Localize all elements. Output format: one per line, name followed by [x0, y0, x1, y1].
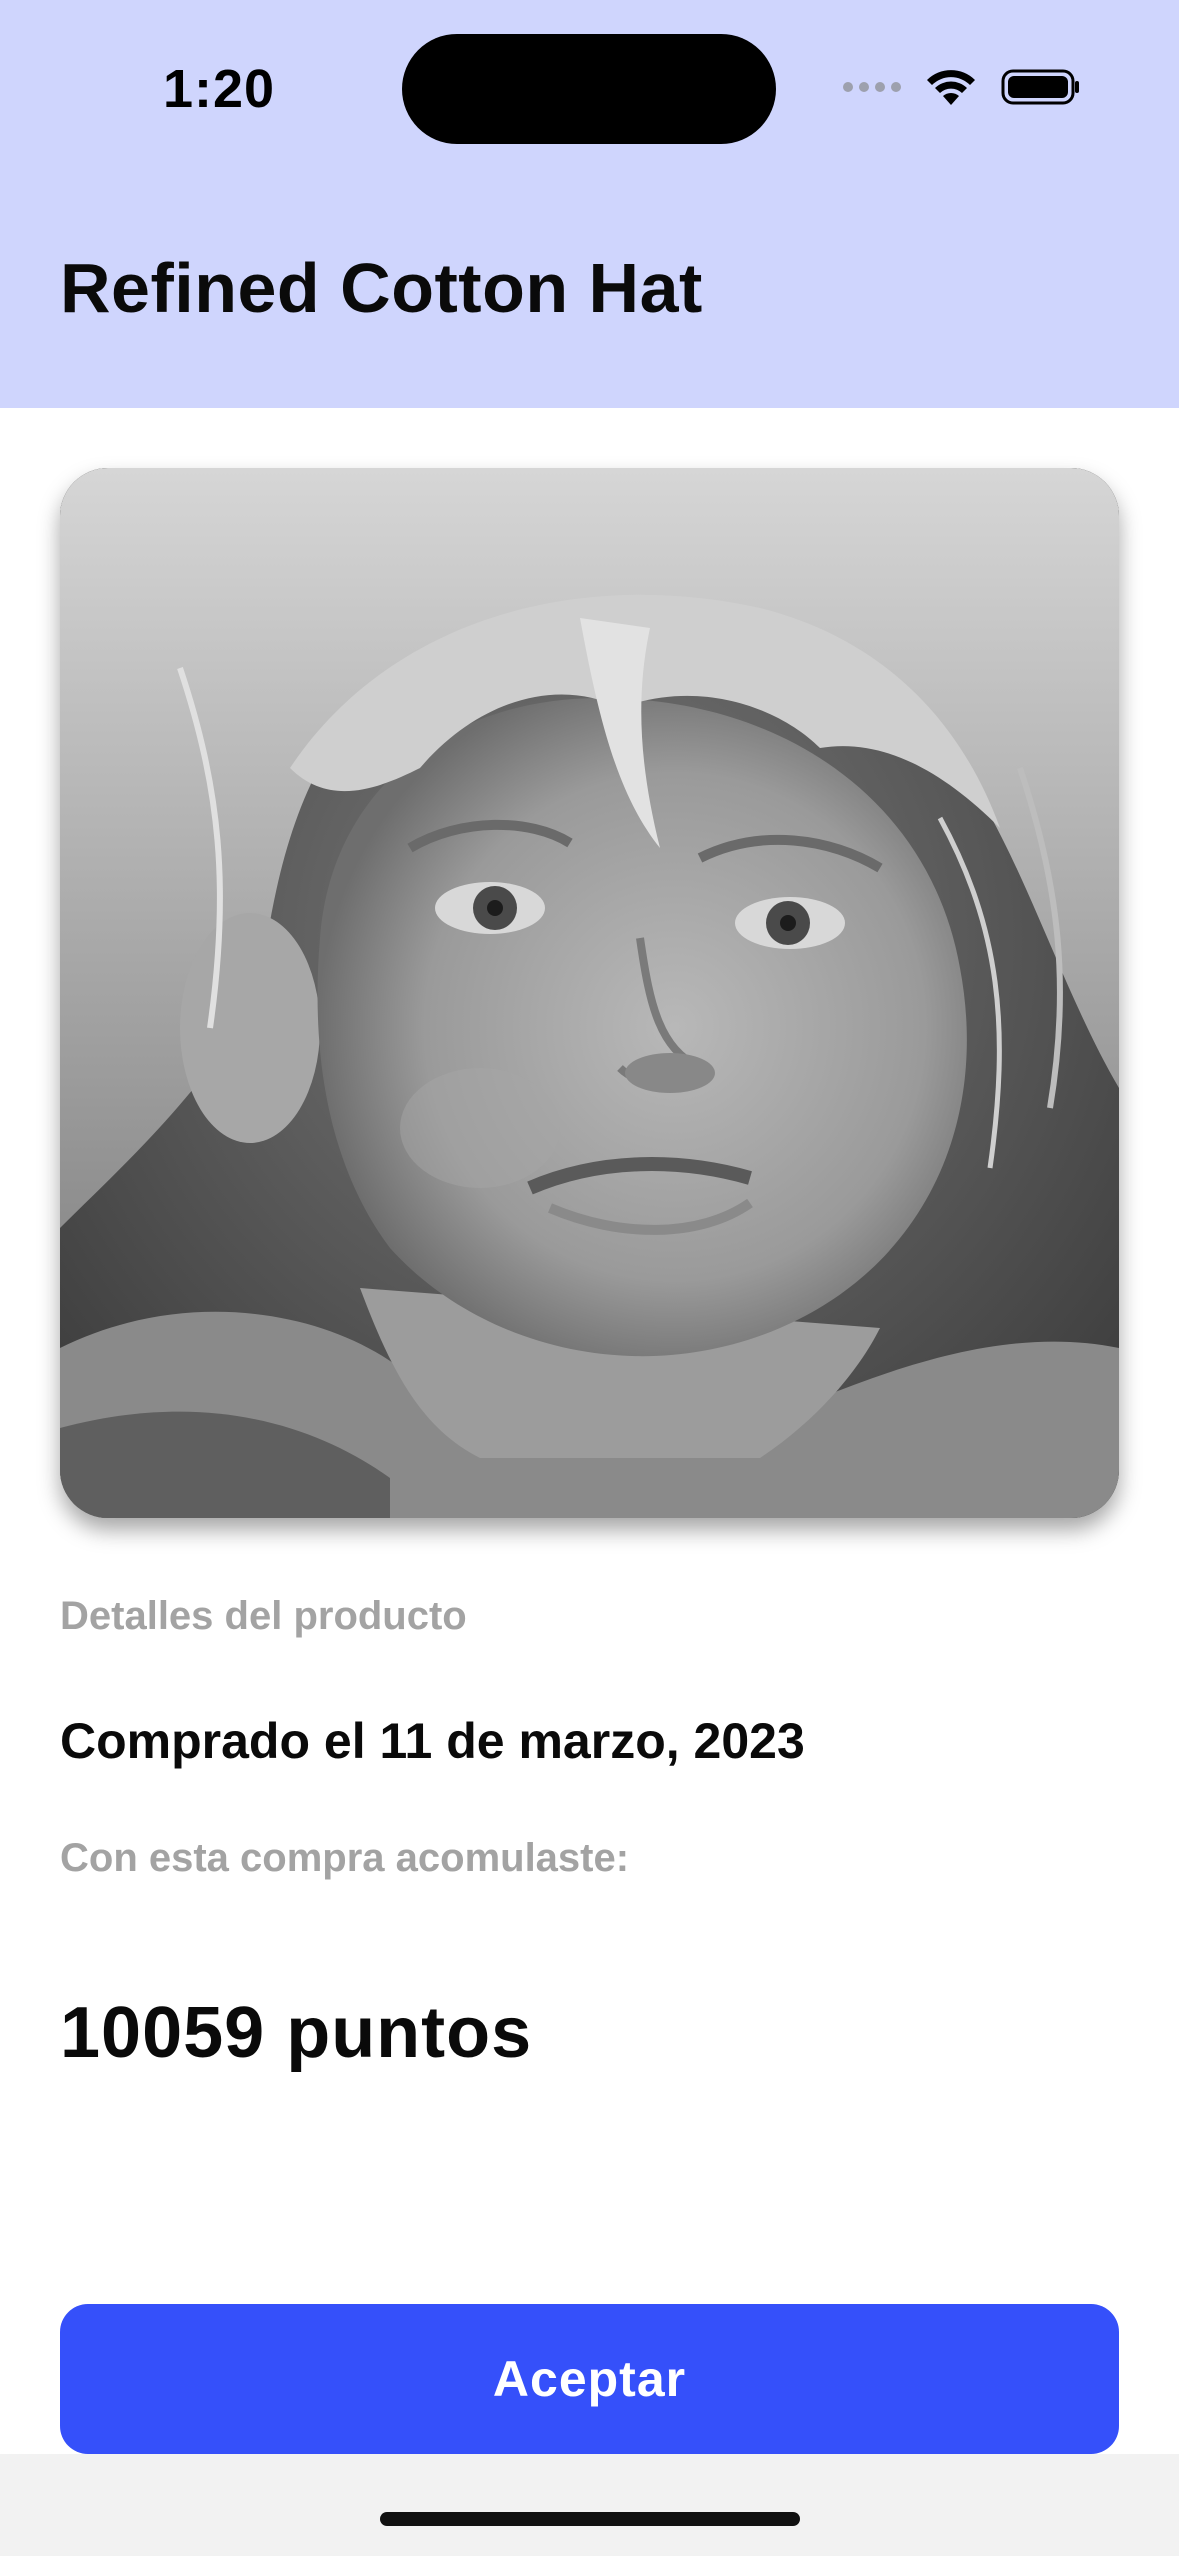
purchase-date: Comprado el 11 de marzo, 2023 [60, 1713, 805, 1769]
status-indicators [843, 62, 1081, 112]
dynamic-island [402, 34, 776, 144]
battery-icon [1001, 67, 1081, 107]
child-portrait-photo [60, 468, 1119, 1518]
accept-button[interactable]: Aceptar [60, 2304, 1119, 2454]
status-time: 1:20 [163, 59, 276, 119]
product-image [60, 468, 1119, 1518]
wifi-icon [925, 67, 977, 107]
page-title: Refined Cotton Hat [60, 249, 703, 327]
points-value: 10059 puntos [60, 1993, 533, 2073]
details-label: Detalles del producto [60, 1594, 467, 1638]
bottom-bar [0, 2454, 1179, 2556]
accumulated-label: Con esta compra acomulaste: [60, 1836, 630, 1880]
signal-icon [843, 82, 901, 92]
header [0, 0, 1179, 408]
home-indicator[interactable] [380, 2512, 800, 2526]
